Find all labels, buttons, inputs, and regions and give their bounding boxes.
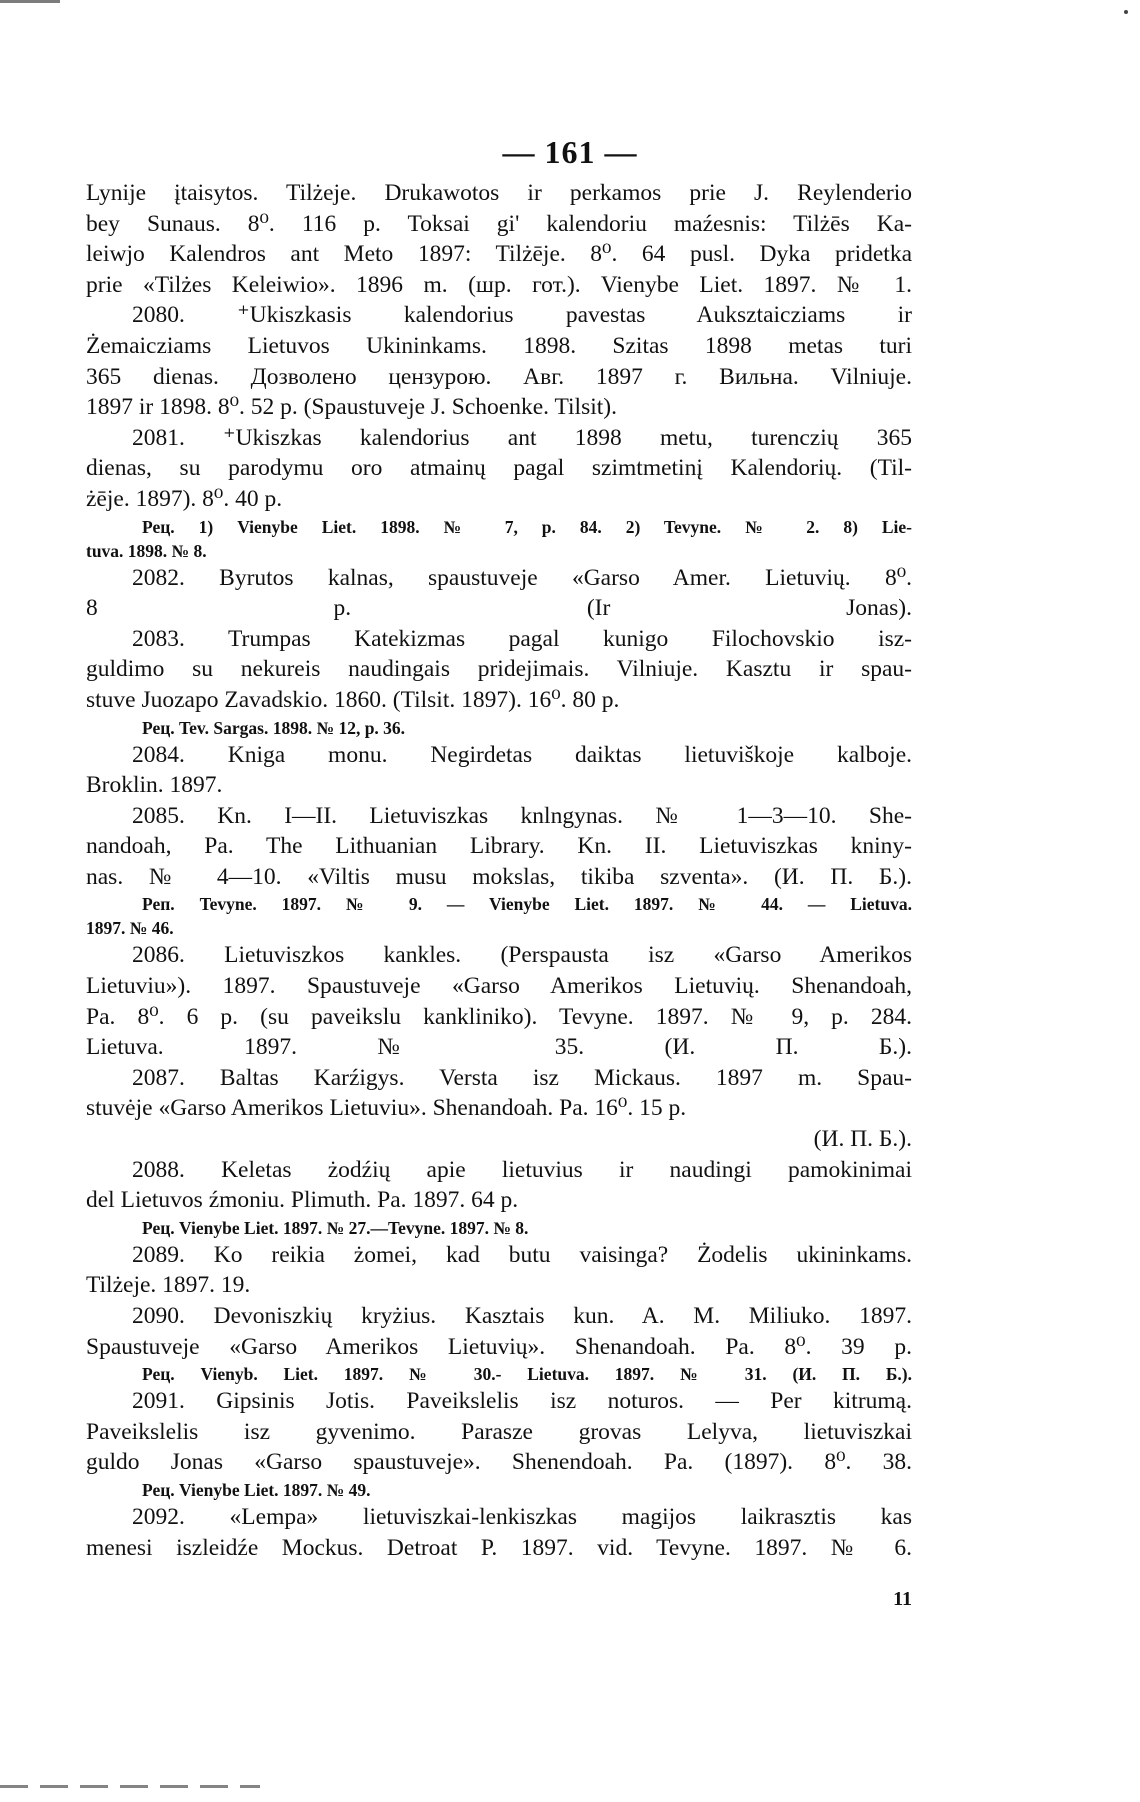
page-number: — 161 — — [502, 134, 638, 170]
text-line: Lietuva. 1897. № 35. (И. П. Б.). — [86, 1034, 912, 1061]
entry-heading-line: 2089. Ko reikia żomei, kad butu vaisinga? Żodelis ukininkams. — [132, 1241, 912, 1268]
text-line: guldo Jonas «Garso spaustuveje». Shenendoah. Pa. (1897). 8⁰. 38. — [86, 1449, 912, 1476]
review-reference-line: Рец. Tev. Sargas. 1898. № 12, p. 36. — [142, 717, 406, 738]
entry-heading-line: 2091. Gipsinis Jotis. Paveikslelis isz noturos. — Per kitrumą. — [132, 1388, 912, 1415]
text-line: guldimo su nekureis naudingais pridejimais. Vilniuje. Kasztu ir spau- — [86, 656, 912, 683]
text-line: Spaustuveje «Garso Amerikos Lietuvių». Shenandoah. Pa. 8⁰. 39 p. — [86, 1333, 912, 1360]
entry-heading-line: 2083. Trumpas Katekizmas pagal kunigo Filochovskio isz- — [132, 625, 912, 652]
entry-heading-line: 2085. Kn. I—II. Lietuviszkas knlngynas. № 1—3—10. She- — [132, 802, 912, 829]
text-line: nandoah, Pa. The Lithuanian Library. Kn. II. Lietuviszkas kniny- — [86, 833, 912, 860]
text-line: leiwjo Kalendros ant Meto 1897: Tilżēje. 8⁰. 64 pusl. Dyka pridetka — [86, 241, 912, 268]
scan-speck — [1124, 10, 1128, 14]
entry-heading-line: 2087. Baltas Karźigys. Versta isz Mickaus. 1897 m. Spau- — [132, 1064, 912, 1091]
text-column — [86, 178, 912, 1563]
scan-edge-mark — [0, 0, 60, 3]
text-line: stuvėje «Garso Amerikos Lietuviu». Shenandoah. Pa. 16⁰. 15 p. — [86, 1095, 687, 1122]
review-reference-line: Рец. Vienybe Liet. 1897. № 49. — [142, 1479, 371, 1500]
text-line: menesi iszleidźe Mockus. Detroat P. 1897. vid. Tevyne. 1897. № 6. — [86, 1534, 912, 1561]
review-reference-line: Реп. Tevyne. 1897. № 9. — Vienybe Liet. 1897. № 44. — Lietuva. — [142, 894, 912, 915]
review-reference-line: Рец. Vienyb. Liet. 1897. № 30.- Lietuva. 1897. № 31. (И. П. Б.). — [142, 1364, 912, 1385]
text-line: Tilżeje. 1897. 19. — [86, 1272, 251, 1299]
text-line: 365 dienas. Дозволено цензурою. Авг. 1897 г. Вильна. Vilniuje. — [86, 363, 912, 390]
printer-signature-mark: 11 — [893, 1588, 912, 1610]
entry-heading-line: 2082. Byrutos kalnas, spaustuveje «Garso Amer. Lietuvių. 8⁰. — [132, 564, 912, 591]
entry-heading-line: 2081. ⁺Ukiszkas kalendorius ant 1898 metu, turenczių 365 — [132, 424, 912, 451]
review-reference-line: Рец. 1) Vienybe Liet. 1898. № 7, p. 84. 2) Tevyne. № 2. 8) Lie- — [142, 516, 912, 537]
review-reference-line: tuva. 1898. № 8. — [86, 540, 207, 561]
review-reference-line: 1897. № 46. — [86, 918, 174, 939]
text-line: nas. № 4—10. «Viltis musu mokslas, tikiba szventa». (И. П. Б.). — [86, 863, 912, 890]
text-line: Lietuviu»). 1897. Spaustuveje «Garso Amerikos Lietuvių. Shenandoah, — [86, 973, 912, 1000]
entry-heading-line: 2092. «Lempa» lietuviszkai-lenkiszkas magijos laikrasztis kas — [132, 1503, 912, 1530]
entry-heading-line: 2084. Kniga monu. Negirdetas daiktas lietuviškoje kalboje. — [132, 741, 912, 768]
text-line: Lynije įtaisytos. Tilżeje. Drukawotos ir perkamos prie J. Reylenderio — [86, 180, 912, 206]
text-line: stuve Juozapo Zavadskio. 1860. (Tilsit. 1897). 16⁰. 80 p. — [86, 686, 620, 713]
text-line: Broklin. 1897. — [86, 772, 223, 799]
text-line: dienas, su parodymu oro atmainų pagal szimtmetinį Kalendorių. (Til- — [86, 455, 912, 482]
text-line: bey Sunaus. 8⁰. 116 p. Toksai gi' kalendoriu maźesnis: Tilżēs Ka- — [86, 210, 912, 237]
text-line: Paveikslelis isz gyvenimo. Parasze grovas Lelyva, lietuviszkai — [86, 1418, 912, 1445]
scan-bottom-edge — [0, 1785, 260, 1788]
entry-heading-line: 2090. Devoniszkių kryżius. Kasztais kun. A. M. Miliuko. 1897. — [132, 1303, 912, 1329]
text-line: (И. П. Б.). — [813, 1126, 912, 1153]
text-line: 1897 ir 1898. 8⁰. 52 p. (Spaustuveje J. Schoenke. Tilsit). — [86, 394, 617, 421]
text-line: Żemaicziams Lietuvos Ukininkams. 1898. Szitas 1898 metas turi — [86, 332, 912, 359]
text-line: prie «Tilżes Keleiwio». 1896 m. (шр. гот.). Vienybe Liet. 1897. № 1. — [86, 271, 912, 298]
review-reference-line: Рец. Vienybe Liet. 1897. № 27.—Tevyne. 1897. № 8. — [142, 1217, 529, 1238]
text-line: del Lietuvos źmoniu. Plimuth. Pa. 1897. 64 p. — [86, 1187, 519, 1214]
text-line: 8 p. (Ir Jonas). — [86, 595, 912, 622]
text-line: żēje. 1897). 8⁰. 40 p. — [86, 485, 283, 512]
text-line: Pa. 8⁰. 6 p. (su paveikslu kankliniko). Tevyne. 1897. № 9, p. 284. — [86, 1003, 912, 1030]
entry-heading-line: 2080. ⁺Ukiszkasis kalendorius pavestas Auksztaicziams ir — [132, 302, 912, 329]
entry-heading-line: 2088. Keletas żodźių apie lietuvius ir naudingi pamokinimai — [132, 1156, 912, 1183]
entry-heading-line: 2086. Lietuviszkos kankles. (Perspausta isz «Garso Amerikos — [132, 942, 912, 969]
